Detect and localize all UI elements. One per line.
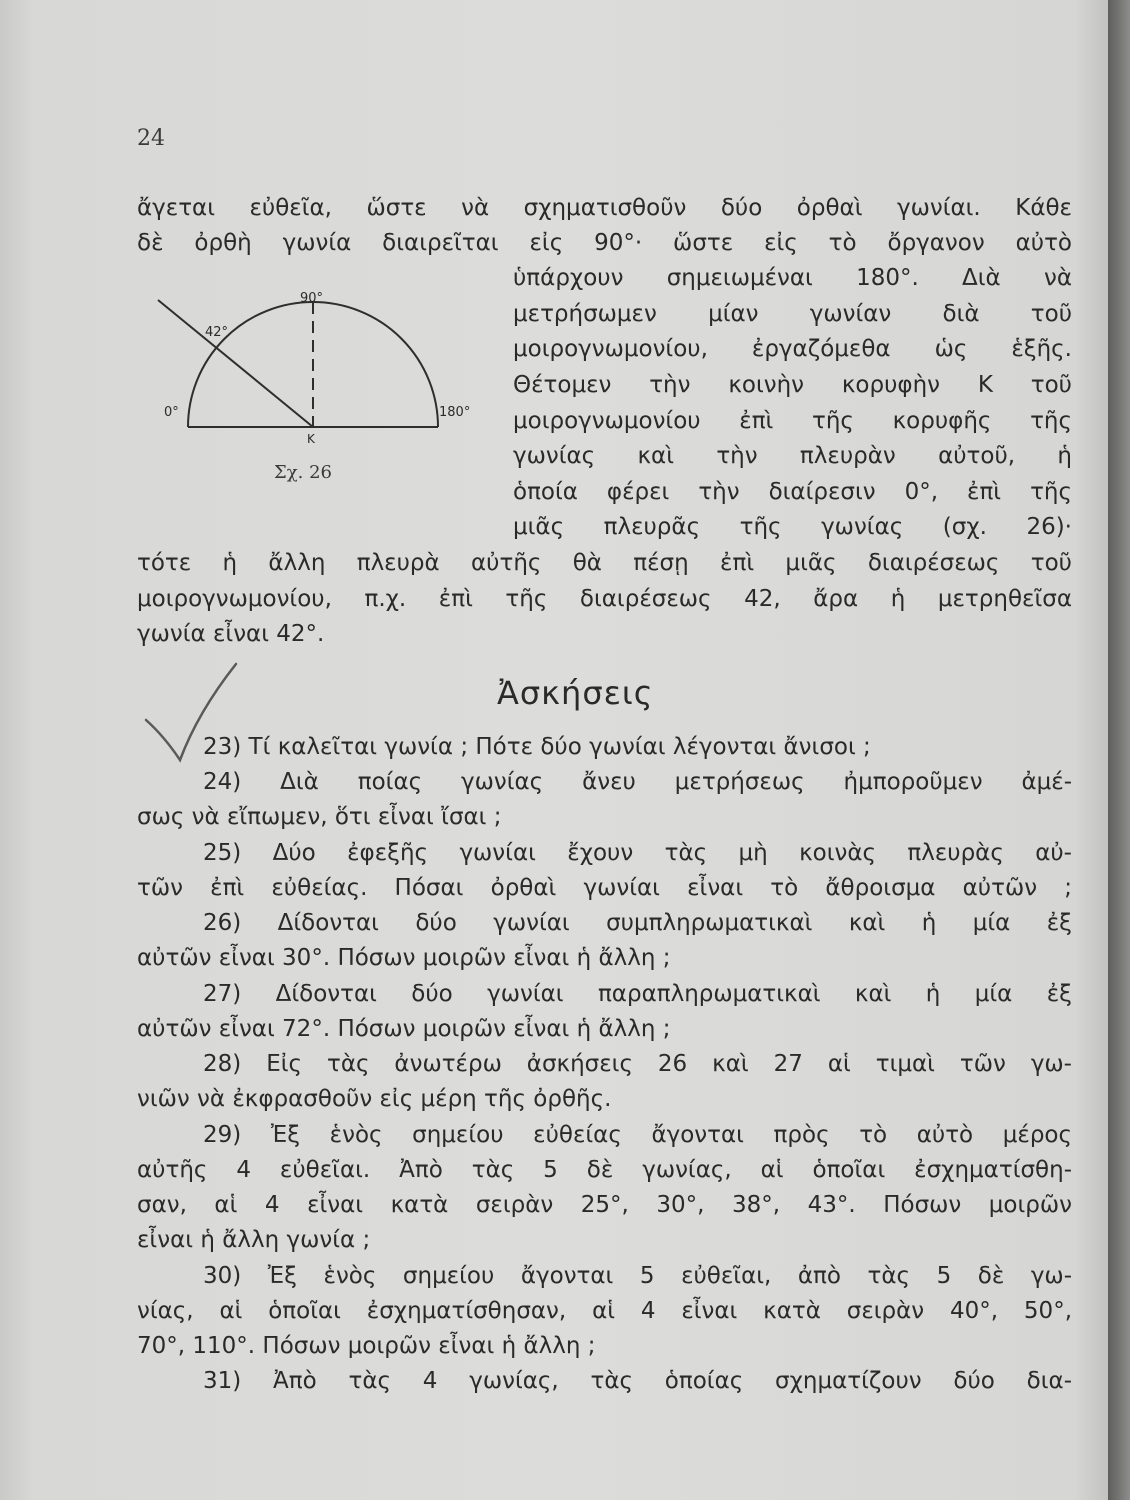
protractor-figure (150, 280, 490, 470)
label-0: 0° (164, 405, 179, 420)
exercise-line: αὐτῶν εἶναι 30°. Πόσων μοιρῶν εἶναι ἡ ἄλλη ; (137, 945, 671, 971)
intro-line: ἄγεται εὐθεῖα, ὥστε νὰ σχηματισθοῦν δύο ὀρθαὶ γωνίαι. Κάθε (137, 195, 1072, 221)
body-line: γωνία εἶναι 42°. (137, 621, 325, 647)
exercise-line: σως νὰ εἴπωμεν, ὅτι εἶναι ἴσαι ; (137, 804, 502, 830)
body-line: μοιρογνωμονίου ἐπὶ τῆς κορυφῆς τῆς (513, 408, 1072, 434)
exercise-line: 30) Ἐξ ἑνὸς σημείου ἄγονται 5 εὐθεῖαι, ἀπὸ τὰς 5 δὲ γω- (203, 1263, 1072, 1289)
label-42: 42° (205, 325, 229, 340)
exercise-line: αὐτῆς 4 εὐθεῖαι. Ἀπὸ τὰς 5 δὲ γωνίας, αἱ ὁποῖαι ἐσχηματίσθη- (137, 1157, 1072, 1183)
book-spine-shadow (1108, 0, 1130, 1500)
page-number: 24 (137, 126, 165, 151)
body-line: μετρήσωμεν μίαν γωνίαν διὰ τοῦ (513, 301, 1072, 327)
label-180: 180° (439, 405, 471, 420)
body-line: μοιρογνωμονίου, ἐργαζόμεθα ὡς ἑξῆς. (513, 336, 1072, 362)
body-line: ὁποία φέρει τὴν διαίρεσιν 0°, ἐπὶ τῆς (513, 479, 1072, 505)
body-line: Θέτομεν τὴν κοινὴν κορυφὴν Κ τοῦ (513, 372, 1072, 398)
section-heading-exercises: Ἀσκήσεις (497, 674, 654, 712)
exercise-line: 70°, 110°. Πόσων μοιρῶν εἶναι ἡ ἄλλη ; (137, 1333, 596, 1359)
exercise-line: 25) Δύο ἐφεξῆς γωνίαι ἔχουν τὰς μὴ κοινὰς πλευρὰς αὐ- (203, 840, 1072, 866)
exercise-line: αὐτῶν εἶναι 72°. Πόσων μοιρῶν εἶναι ἡ ἄλλη ; (137, 1016, 671, 1042)
exercise-line: τῶν ἐπὶ εὐθείας. Πόσαι ὀρθαὶ γωνίαι εἶναι τὸ ἄθροισμα αὐτῶν ; (137, 875, 1072, 901)
exercise-line: 26) Δίδονται δύο γωνίαι συμπληρωματικαὶ καὶ ἡ μία ἐξ (203, 910, 1072, 936)
exercise-line: 29) Ἐξ ἑνὸς σημείου εὐθείας ἄγονται πρὸς τὸ αὐτὸ μέρος (203, 1122, 1072, 1148)
body-line: μιᾶς πλευρᾶς τῆς γωνίας (σχ. 26)· (513, 514, 1072, 540)
label-90: 90° (300, 291, 324, 306)
exercise-line: νιῶν νὰ ἐκφρασθοῦν εἰς μέρη τῆς ὀρθῆς. (137, 1086, 612, 1112)
label-vertex-k: Κ (307, 432, 315, 446)
exercise-line: σαν, αἱ 4 εἶναι κατὰ σειρὰν 25°, 30°, 38°, 43°. Πόσων μοιρῶν (137, 1192, 1072, 1218)
exercise-line: εἶναι ἡ ἄλλη γωνία ; (137, 1227, 371, 1253)
exercise-line: 31) Ἀπὸ τὰς 4 γωνίας, τὰς ὁποίας σχηματίζουν δύο δια- (203, 1368, 1072, 1394)
body-line: τότε ἡ ἄλλη πλευρὰ αὐτῆς θὰ πέσῃ ἐπὶ μιᾶς διαιρέσεως τοῦ (137, 550, 1072, 576)
exercise-line: 23) Τί καλεῖται γωνία ; Πότε δύο γωνίαι λέγονται ἄνισοι ; (203, 734, 871, 760)
figure-caption: Σχ. 26 (274, 462, 332, 483)
measured-angle-side (158, 300, 313, 427)
intro-line: δὲ ὀρθὴ γωνία διαιρεῖται εἰς 90°· ὥστε εἰς τὸ ὄργανον αὐτὸ (137, 230, 1072, 256)
body-line: μοιρογνωμονίου, π.χ. ἐπὶ τῆς διαιρέσεως 42, ἄρα ἡ μετρηθεῖσα (137, 586, 1072, 612)
body-line: ὑπάρχουν σημειωμέναι 180°. Διὰ νὰ (513, 265, 1072, 291)
exercise-line: 24) Διὰ ποίας γωνίας ἄνευ μετρήσεως ἠμποροῦμεν ἀμέ- (203, 769, 1072, 795)
exercise-line: 28) Εἰς τὰς ἀνωτέρω ἀσκήσεις 26 καὶ 27 αἱ τιμαὶ τῶν γω- (203, 1051, 1072, 1077)
exercise-line: 27) Δίδονται δύο γωνίαι παραπληρωματικαὶ καὶ ἡ μία ἐξ (203, 981, 1072, 1007)
exercise-line: νίας, αἱ ὁποῖαι ἐσχηματίσθησαν, αἱ 4 εἶναι κατὰ σειρὰν 40°, 50°, (137, 1298, 1072, 1324)
body-line: γωνίας καὶ τὴν πλευρὰν αὐτοῦ, ἡ (513, 443, 1072, 469)
